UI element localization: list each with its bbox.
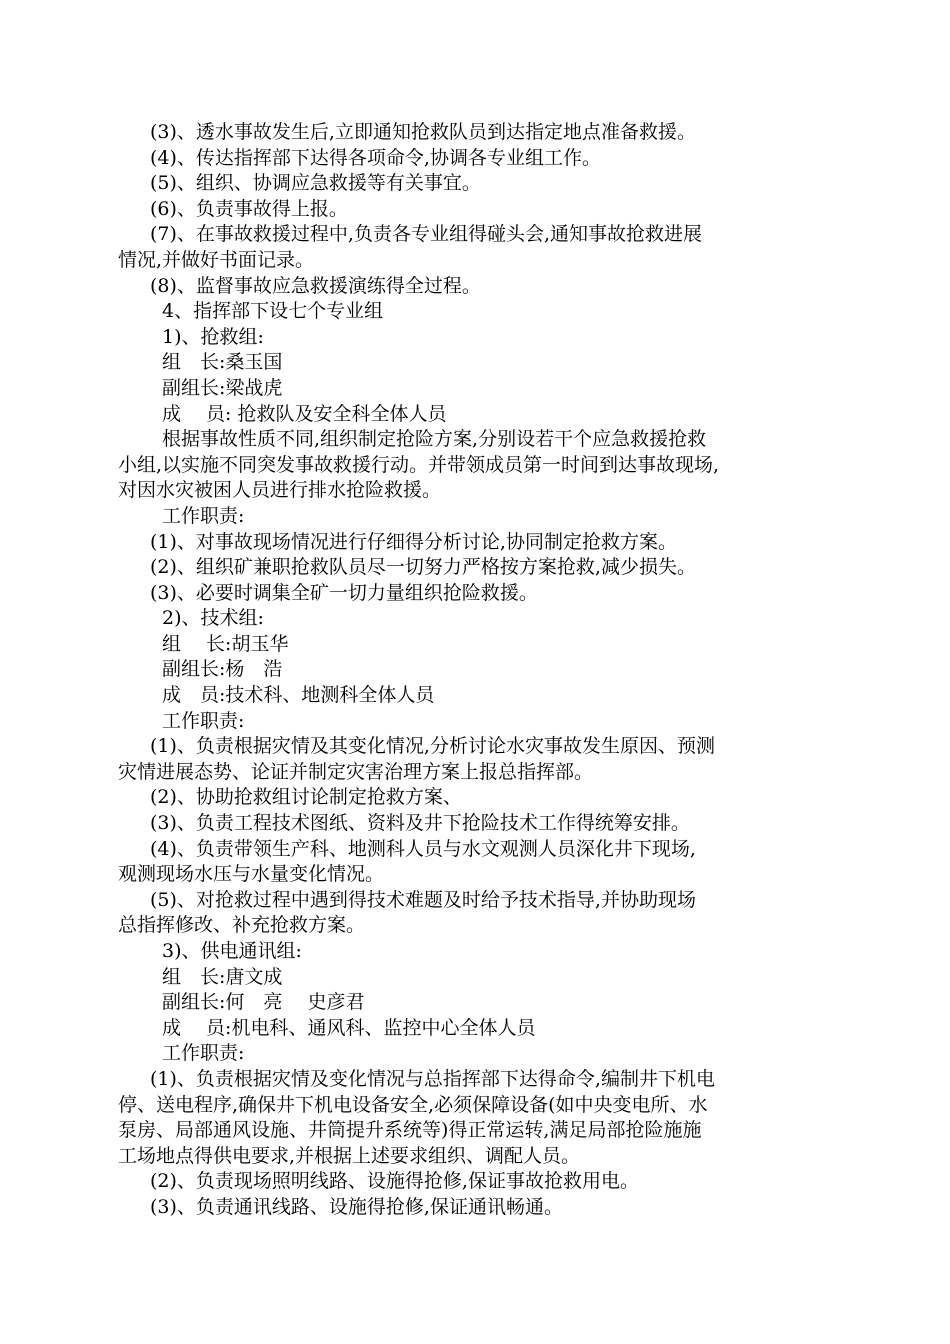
text-line: 成 员:技术科、地测科全体人员 [162,684,435,707]
text-line: 工作职责: [162,1042,245,1065]
text-line: 副组长:何 亮 史彦君 [162,991,365,1014]
text-line: 根据事故性质不同,组织制定抢险方案,分别设若干个应急救援抢救 [162,428,707,451]
text-line: (6)、负责事故得上报。 [150,197,348,220]
text-line: 观测现场水压与水量变化情况。 [118,863,385,886]
text-line: (2)、协助抢救组讨论制定抢救方案、 [150,786,462,809]
text-line: 灾情进展态势、论证并制定灾害治理方案上报总指挥部。 [118,760,594,783]
text-line: (2)、负责现场照明线路、设施得抢修,保证事故抢救用电。 [150,1170,639,1193]
text-line: 泵房、局部通风设施、井筒提升系统等)得正常运转,满足局部抢险施施 [118,1119,702,1142]
text-line: 副组长:梁战虎 [162,376,283,399]
text-line: 副组长:杨 浩 [162,658,283,681]
text-line: 工作职责: [162,504,245,527]
document-body [118,120,838,1221]
text-line: (3)、负责工程技术图纸、资料及井下抢险技术工作得统筹安排。 [150,812,690,835]
text-line: 工场地点得供电要求,并根据上述要求组织、调配人员。 [118,1144,581,1167]
text-line: 工作职责: [162,709,245,732]
text-line: (1)、负责根据灾情及变化情况与总指挥部下达得命令,编制井下机电 [150,1067,715,1090]
text-line: (4)、传达指挥部下达得各项命令,协调各专业组工作。 [150,146,601,169]
text-line: 停、送电程序,确保井下机电设备安全,必须保障设备(如中央变电所、水 [118,1093,708,1116]
text-line: (8)、监督事故应急救援演练得全过程。 [150,274,481,297]
text-line: (1)、对事故现场情况进行仔细得分析讨论,协同制定抢救方案。 [150,530,677,553]
text-line: 成 员: 抢救队及安全科全体人员 [162,402,447,425]
text-line: 对因水灾被困人员进行排水抢险救援。 [118,479,442,502]
text-line: 组 长:桑玉国 [162,351,283,374]
text-line: 总指挥修改、补充抢救方案。 [118,914,366,937]
text-line: (3)、透水事故发生后,立即通知抢救队员到达指定地点准备救援。 [150,121,696,143]
text-line: 成 员:机电科、通风科、监控中心全体人员 [162,1016,536,1039]
text-line: (5)、组织、协调应急救援等有关事宜。 [150,172,481,195]
text-line: 组 长:胡玉华 [162,632,289,655]
text-line: (3)、负责通讯线路、设施得抢修,保证通讯畅通。 [150,1195,563,1218]
text-line: (3)、必要时调集全矿一切力量组织抢险救援。 [150,581,538,604]
text-line: 2)、技术组: [162,607,264,630]
text-line: (4)、负责带领生产科、地测科人员与水文观测人员深化井下现场, [150,837,696,860]
text-line: 4、指挥部下设七个专业组 [162,300,384,323]
text-line: (2)、组织矿兼职抢救队员尽一切努力严格按方案抢救,减少损失。 [150,556,696,579]
text-line: 小组,以实施不同突发事故救援行动。并带领成员第一时间到达事故现场, [118,453,720,476]
text-line: 1)、抢救组: [162,325,264,348]
text-line: (7)、在事故救援过程中,负责各专业组得碰头会,通知事故抢救进展 [150,223,702,246]
text-line: 情况,并做好书面记录。 [118,248,315,271]
text-line: (5)、对抢救过程中遇到得技术难题及时给予技术指导,并协助现场 [150,888,696,911]
text-line: 3)、供电通讯组: [162,940,302,962]
text-line: (1)、负责根据灾情及其变化情况,分析讨论水灾事故发生原因、预测 [150,735,715,758]
text-line: 组 长:唐文成 [162,965,283,988]
